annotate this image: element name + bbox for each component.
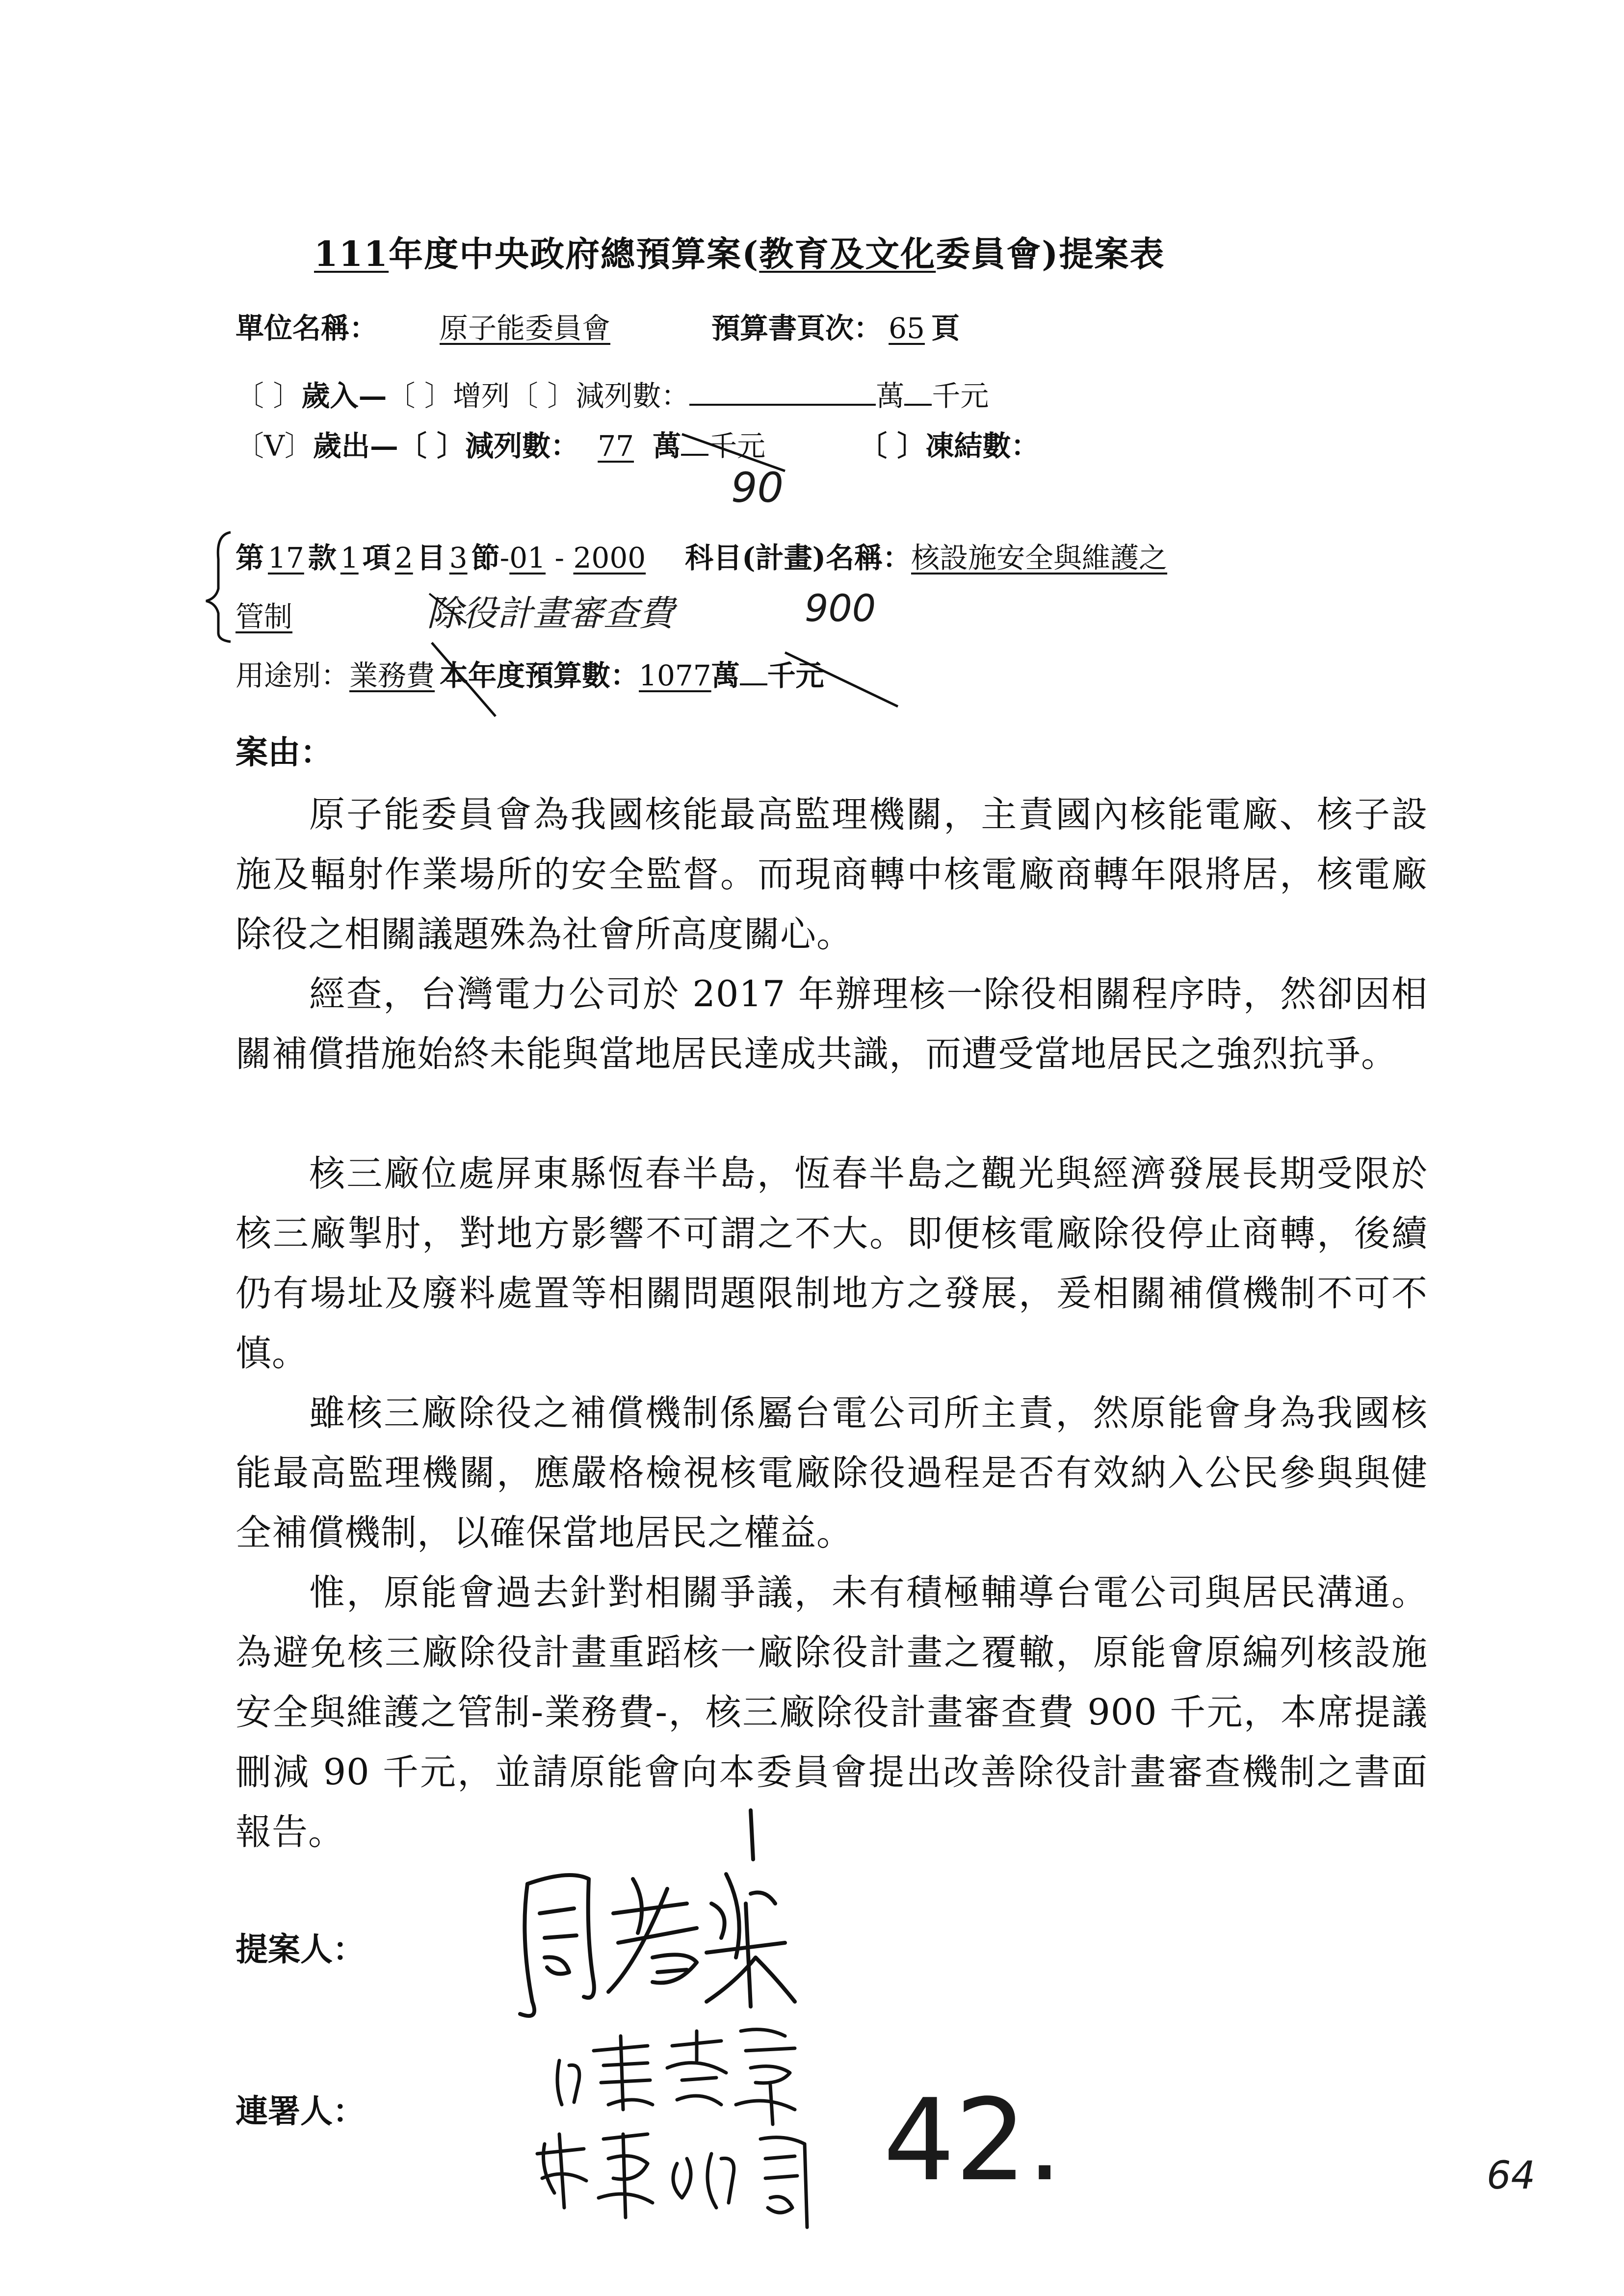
usage-label: 用途別：	[236, 659, 350, 692]
decrease-correction: 90	[731, 464, 784, 512]
item-mu-label: 目	[417, 541, 445, 574]
title-committee: 教育及文化	[759, 234, 936, 274]
page-label: 預算書頁次：	[711, 312, 883, 345]
item-code: 01	[509, 541, 546, 574]
expense-value: 77	[598, 429, 634, 463]
budget-label: 本年度預算數：	[440, 659, 639, 692]
item-kuan-label: 款	[308, 541, 337, 574]
item-jie-label: 節	[471, 541, 500, 574]
title-year: 111	[314, 234, 389, 274]
item-sub-code: 2000	[573, 541, 646, 574]
proposer-signature	[520, 1810, 795, 2016]
reason-paragraph-2: 經查，台灣電力公司於 2017 年辦理核一除役相關程序時，然卻因相關補償措施始終未能與當地居民達成共識，而遭受當地居民之強烈抗爭。	[236, 973, 1428, 1075]
revenue-label: 歲入—	[301, 379, 387, 413]
subject-cont: 管制	[236, 600, 293, 633]
reason-label: 案由：	[236, 733, 333, 771]
reason-paragraph-4: 雖核三廠除役之補償機制係屬台電公司所主責，然原能會身為我國核能最高監理機關，應嚴格檢視核電廠除役過程是否有效納入公民參與與健全補償機制，以確保當地居民之權益。	[236, 1392, 1428, 1554]
subject-value: 核設施安全與維護之	[911, 541, 1168, 574]
item-jie: 3	[449, 541, 468, 574]
cosigner-signatures	[537, 2030, 807, 2227]
unit-label: 單位名稱：	[236, 312, 378, 345]
expense-qian: 千元	[708, 429, 766, 463]
page-number: 64	[1487, 2154, 1536, 2198]
subject-label: 科目(計畫)名稱：	[685, 541, 912, 574]
item-mu: 2	[394, 541, 413, 574]
unit-value: 原子能委員會	[440, 312, 611, 345]
expense-label: 歲出—	[313, 429, 398, 463]
item-prefix: 第	[236, 541, 264, 574]
cosigner-count: 42.	[883, 2075, 1063, 2206]
title-text: 年度中央政府總預算案(	[389, 234, 760, 274]
revenue-checkbox: 〔 〕	[236, 379, 302, 413]
freeze-label: 〔 〕凍結數：	[859, 429, 1040, 463]
expense-decrease: 〔 〕減列數：	[398, 429, 579, 463]
budget-qian: 千元	[767, 659, 824, 692]
item-xiang: 1	[340, 541, 359, 574]
title-tail: 委員會)提案表	[936, 234, 1165, 274]
budget-strike	[785, 652, 898, 706]
note-strike	[429, 594, 466, 623]
item-line: 第 17 款 1 項 2 目 3 節-01 - 2000 科目(計畫)名稱：核設施安全與維護之	[236, 541, 1168, 574]
proposer-label: 提案人：	[236, 1930, 365, 1968]
usage-strike	[432, 643, 496, 716]
item-kuan: 17	[268, 541, 304, 574]
expense-strike	[682, 434, 785, 471]
item-xiang-label: 項	[362, 541, 391, 574]
item-amount: 900	[805, 586, 876, 630]
revenue-qian: 千元	[932, 379, 989, 413]
reason-paragraph-1: 原子能委員會為我國核能最高監理機關，主責國內核能電廠、核子設施及輻射作業場所的安全監督。而現商轉中核電廠商轉年限將居，核電廠除役之相關議題殊為社會所高度關心。	[236, 794, 1428, 955]
usage-value: 業務費	[349, 659, 435, 692]
page-value: 65	[889, 312, 925, 345]
budget-wan: 萬	[711, 659, 740, 692]
item-bracket	[206, 532, 231, 642]
cosigner-label: 連署人：	[236, 2092, 365, 2130]
expense-wan: 萬	[653, 429, 681, 463]
reason-paragraph-3: 核三廠位處屏東縣恆春半島，恆春半島之觀光與經濟發展長期受限於核三廠掣肘，對地方影響不可謂之不大。即便核電廠除役停止商轉，後續仍有場址及廢料處置等相關問題限制地方之發展，爰相關補償機制不可不慎。	[236, 1153, 1428, 1374]
reason-paragraph-5: 惟，原能會過去針對相關爭議，未有積極輔導台電公司與居民溝通。為避免核三廠除役計畫重蹈核一廠除役計畫之覆轍，原能會原編列核設施安全與維護之管制-業務費-，核三廠除役計畫審查費 900 千元，本席提議刪減 90 千元，並請原能會向本委員會提出改善除役計畫審查機制之書面報告。	[236, 1572, 1428, 1853]
budget-value: 1077	[639, 659, 711, 692]
revenue-decrease: 〔 〕減列數：	[509, 379, 690, 413]
item-note: 除役計畫審查費	[427, 593, 675, 634]
expense-checkbox: 〔V〕	[236, 429, 313, 463]
revenue-wan: 萬	[876, 379, 905, 413]
page-suffix: 頁	[931, 312, 960, 345]
revenue-increase: 〔 〕增列	[387, 379, 510, 413]
